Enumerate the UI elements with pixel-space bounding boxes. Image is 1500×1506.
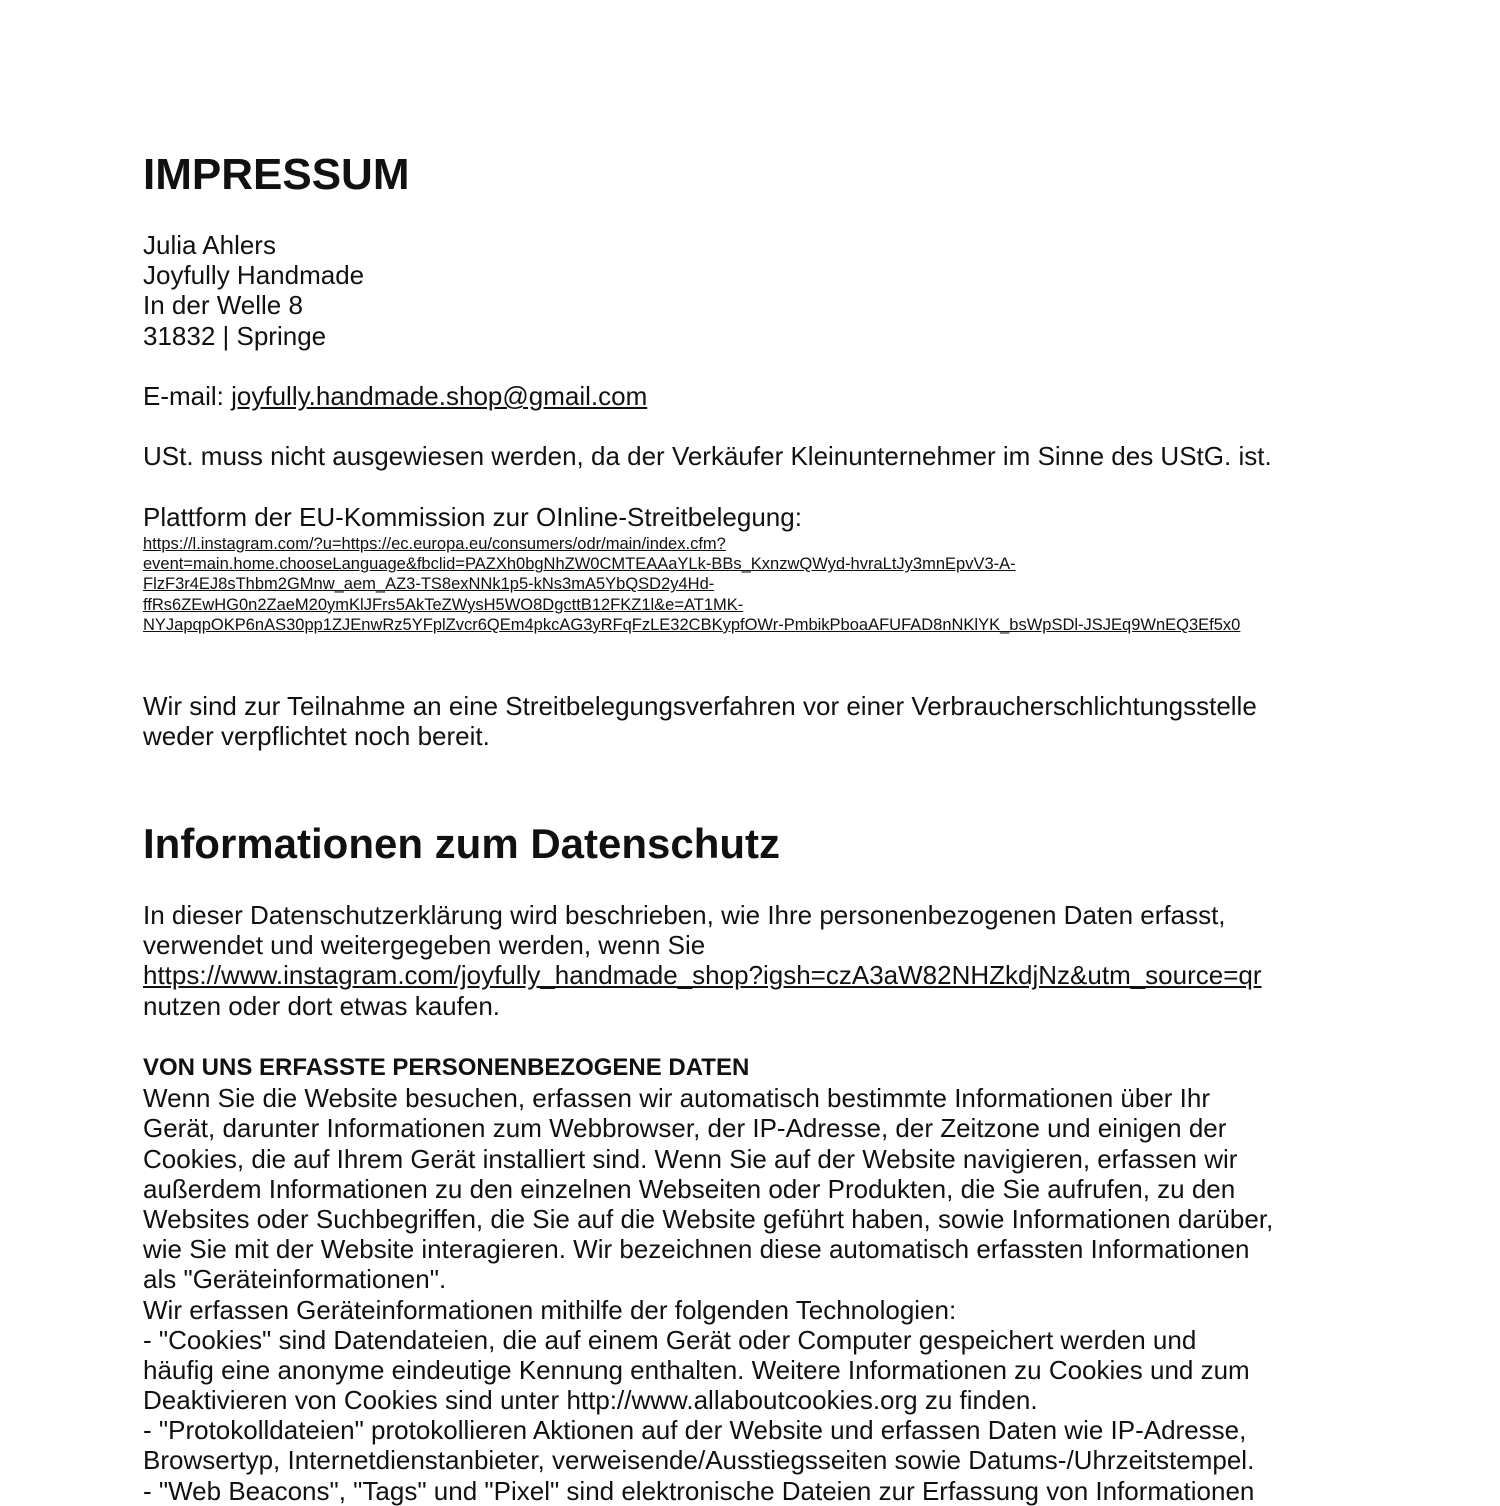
vat-note: USt. muss nicht ausgewiesen werden, da der Verkäufer Kleinunternehmer im Sinne des UStG. ist. [143,441,1272,471]
email-label: E-mail: [143,381,232,411]
body-line: häufig eine anonyme eindeutige Kennung enthalten. Weitere Informationen zu Cookies und zum [143,1354,1250,1385]
collected-data-section [143,1053,1273,1506]
body-line: - "Web Beacons", "Tags" und "Pixel" sind elektronische Dateien zur Erfassung von Informationen [143,1475,1255,1506]
body-line: - "Cookies" sind Datendateien, die auf einem Gerät oder Computer gespeichert werden und [143,1324,1197,1355]
address-city: 31832 | Springe [143,320,327,351]
privacy-title: Informationen zum Datenschutz [143,820,781,867]
intro-line: In dieser Datenschutzerklärung wird beschrieben, wie Ihre personenbezogenen Daten erfasst, [143,900,1226,930]
body-line: Gerät, darunter Informationen zum Webbrowser, der IP-Adresse, der Zeitzone und einigen der [143,1113,1227,1144]
intro-line: verwendet und weitergegeben werden, wenn Sie [143,930,706,961]
dispute-note [143,691,1257,751]
platform-link-line[interactable]: ffRs6ZEwHG0n2ZaeM20ymKlJFrs5AkTeZWysH5WO8DgcttB12FKZ1l&e=AT1MK- [143,595,744,614]
body-line: Wenn Sie die Website besuchen, erfassen wir automatisch bestimmte Informationen über Ihr [143,1083,1211,1114]
platform-link-line[interactable]: event=main.home.chooseLanguage&fbclid=PAZXh0bgNhZW0CMTEAAaYLk-BBs_KxnzwQWyd-hvraLtJy3mnEpvV3-A- [143,555,1016,574]
email-link[interactable]: joyfully.handmade.shop@gmail.com [231,381,648,411]
intro-line: nutzen oder dort etwas kaufen. [143,990,501,1021]
body-line: Deaktivieren von Cookies sind unter http://www.allaboutcookies.org zu finden. [143,1385,1038,1416]
platform-link-line[interactable]: NYJapqpOKP6nAS30pp1ZJEnwRz5YFplZvcr6QEm4pkcAG3yRFqFzLE32CBKypfOWr-PmbikPboaAFUFAD8nNKlYK_bsWpSDl-JSJEq9WnEQ3Ef5x0 [143,615,1241,634]
body-line: als "Geräteinformationen". [143,1264,447,1295]
platform-link-line[interactable]: https://l.instagram.com/?u=https://ec.europa.eu/consumers/odr/main/index.cfm? [143,535,726,553]
platform-link-line[interactable]: FlzF3r4EJ8sThbm2GMnw_aem_AZ3-TS8exNNk1p5-kNs3mA5YbQSD2y4Hd- [143,575,715,594]
address-street: In der Welle 8 [143,290,303,321]
dispute-line: Wir sind zur Teilnahme an eine Streitbelegungsverfahren vor einer Verbraucherschlichtungsstelle [143,691,1257,721]
body-line: Websites oder Suchbegriffen, die Sie auf die Website geführt haben, sowie Informationen darüber, [143,1203,1274,1234]
platform-label: Plattform der EU-Kommission zur OInline-Streitbelegung: [143,502,802,532]
address-company: Joyfully Handmade [143,260,365,291]
page-title: IMPRESSUM [143,150,410,199]
body-line: - "Protokolldateien" protokollieren Aktionen auf der Website und erfassen Daten wie IP-Adresse, [143,1415,1247,1446]
email-line [143,381,647,411]
platform-link[interactable] [143,534,1240,635]
body-line: Wir erfassen Geräteinformationen mithilfe der folgenden Technologien: [143,1294,957,1325]
privacy-intro [143,900,1262,1021]
instagram-link[interactable]: https://www.instagram.com/joyfully_handmade_shop?igsh=czA3aW82NHZkdjNz&utm_source=qr [143,960,1262,991]
address-block [143,230,364,351]
body-line: außerdem Informationen zu den einzelnen Webseiten oder Produkten, die Sie aufrufen, zu den [143,1173,1236,1204]
dispute-line: weder verpflichtet noch bereit. [143,721,490,752]
body-line: wie Sie mit der Website interagieren. Wir bezeichnen diese automatisch erfassten Informationen [143,1234,1250,1265]
address-name: Julia Ahlers [143,230,276,260]
section-title: VON UNS ERFASSTE PERSONENBEZOGENE DATEN [143,1054,750,1081]
body-line: Cookies, die auf Ihrem Gerät installiert sind. Wenn Sie auf der Website navigieren, erfassen wir [143,1143,1238,1174]
body-line: Browsertyp, Internetdienstanbieter, verweisende/Ausstiegsseiten sowie Datums-/Uhrzeitstempel. [143,1445,1255,1476]
